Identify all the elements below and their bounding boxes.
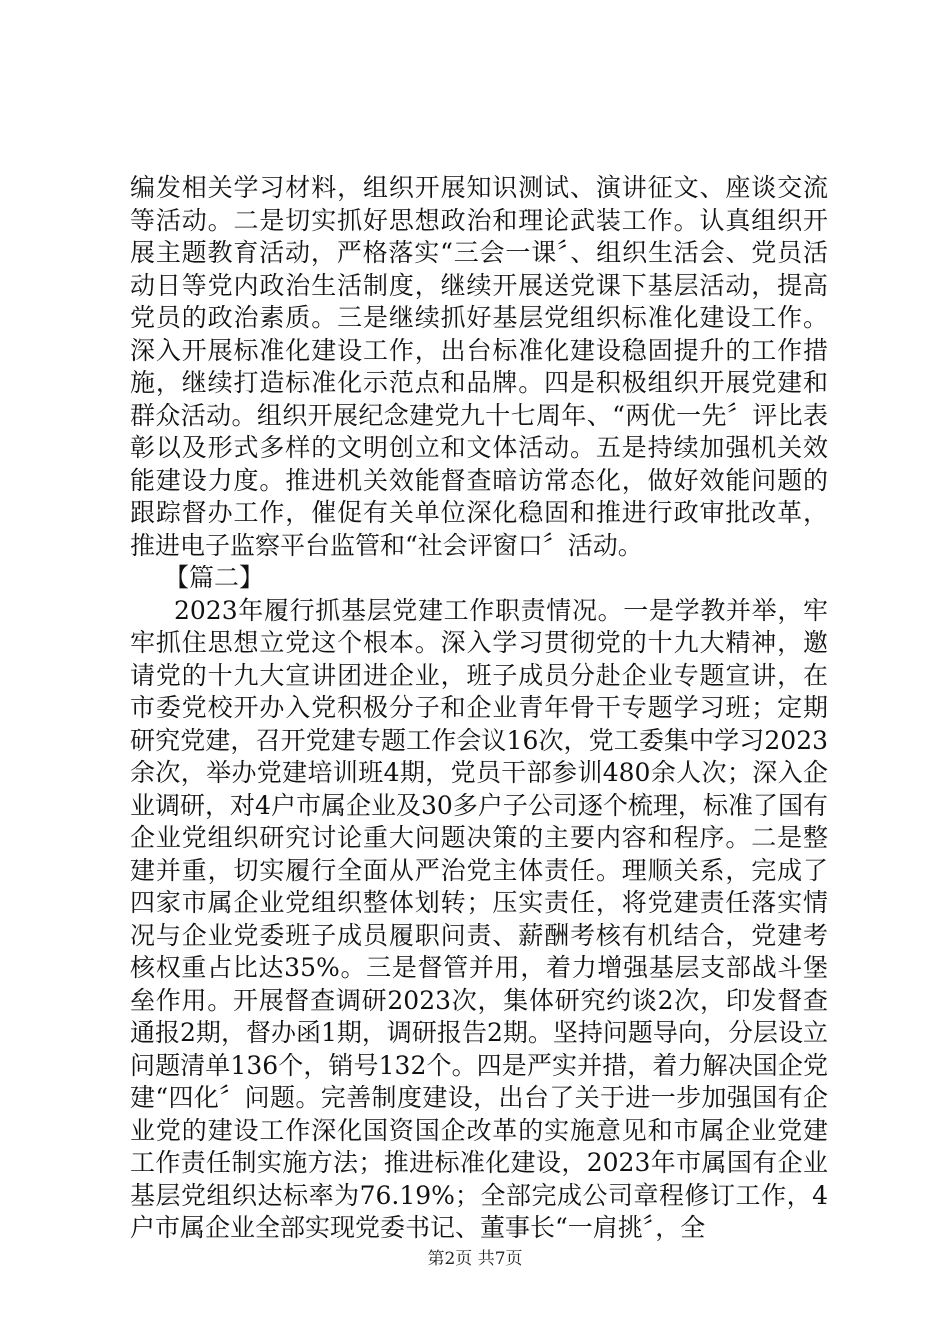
paragraph-continued: 编发相关学习材料，组织开展知识测试、演讲征文、座谈交流等活动。二是切实抓好思想政治和理论武装工作。认真组织开展主题教育活动，严格落实“三会一课〞、组织生活会、党员活动日等党内政治生活制度，继续开展送党课下基层活动，提高党员的政治素质。三是继续抓好基层党组织标准化建设工作。深入开展标准化建设工作，出台标准化建设稳固提升的工作措施，继续打造标准化示范点和品牌。四是积极组织开展党建和群众活动。组织开展纪念建党九十七周年、“两优一先〞评比表彰以及形式多样的文明创立和文体活动。五是持续加强机关效能建设力度。推进机关效能督查暗访常态化，做好效能问题的跟踪督办工作，催促有关单位深化稳固和推进行政审批改革，推进电子监察平台监管和“社会评窗口〞活动。: [130, 173, 828, 560]
paragraph-section-two: 2023年履行抓基层党建工作职责情况。一是学教并举，牢牢抓住思想立党这个根本。深入学习贯彻党的十九大精神，邀请党的十九大宣讲团进企业，班子成员分赴企业专题宣讲，在市委党校开办入党积极分子和企业青年骨干专题学习班；定期研究党建，召开党建专题工作会议16次，党工委集中学习2023余次，举办党建培训班4期，党员干部参训480余人次；深入企业调研，对4户市属企业及30多户子公司逐个梳理，标准了国有企业党组织研究讨论重大问题决策的主要内容和程序。二是整建并重，切实履行全面从严治党主体责任。理顺关系，完成了四家市属企业党组织整体划转；压实责任，将党建责任落实情况与企业党委班子成员履职问责、薪酬考核有机结合，党建考核权重占比达35%。三是督管并用，着力增强基层支部战斗堡垒作用。开展督查调研2023次，集体研究约谈2次，印发督查通报2期，督办函1期，调研报告2期。坚持问题导向，分层设立问题清单136个，销号132个。四是严实并措，着力解决国企党建“四化〞问题。完善制度建设，出台了关于进一步加强国有企业党的建设工作深化国资国企改革的实施意见和市属企业党建工作责任制实施方法；推进标准化建设，2023年市属国有企业基层党组织达标率为76.19%；全部完成公司章程修订工作，4户市属企业全部实现党委书记、董事长“一肩挑〞，全: [130, 595, 828, 1242]
section-heading: 【篇二】: [164, 563, 265, 592]
document-body: [130, 172, 828, 1245]
page-number-footer: 第2页 共7页: [427, 1249, 523, 1269]
